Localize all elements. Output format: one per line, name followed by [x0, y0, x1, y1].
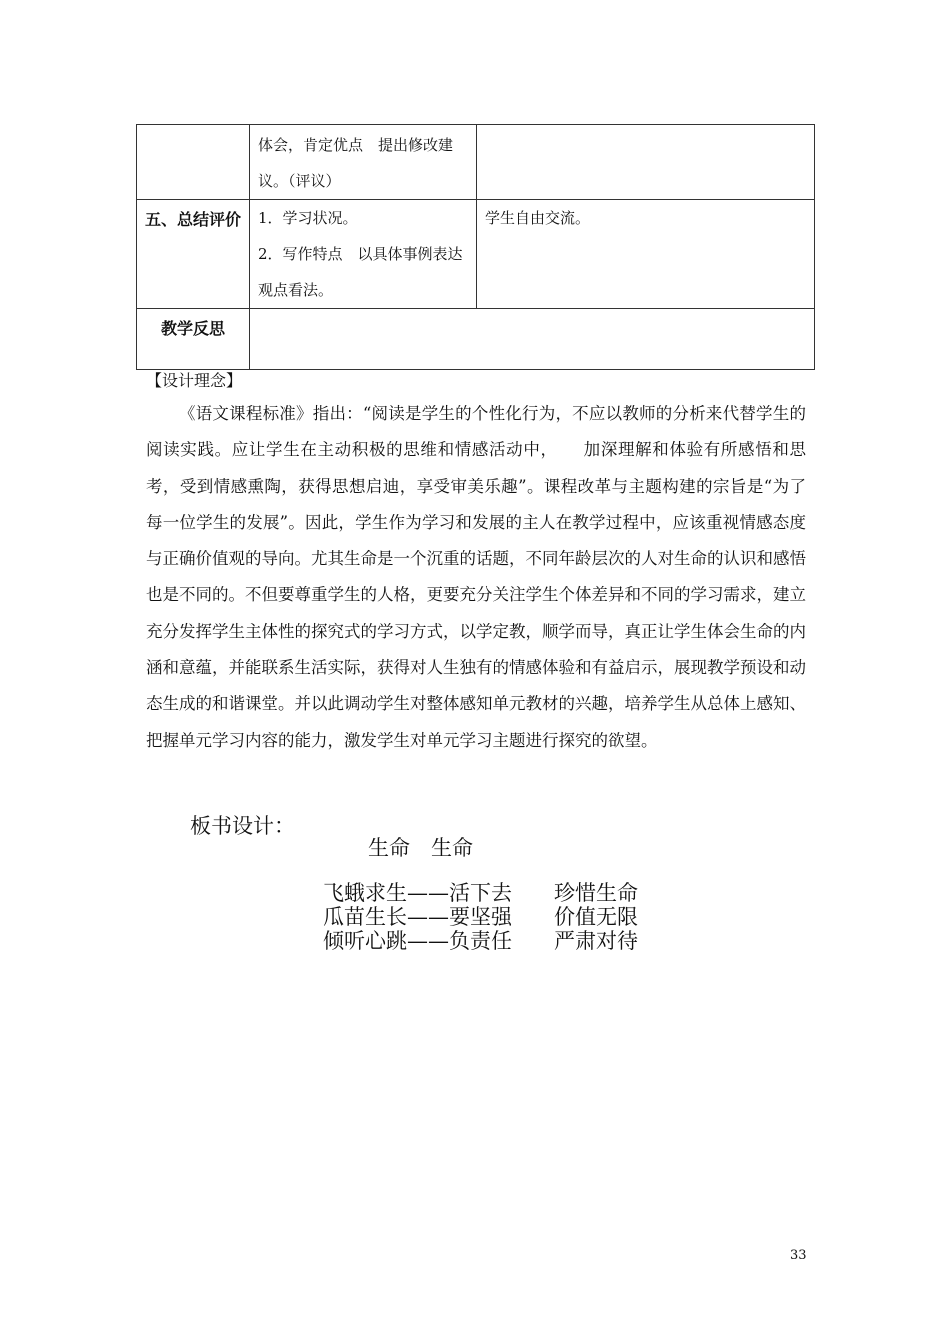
board-lines [323, 881, 638, 953]
lesson-plan-table [136, 124, 815, 370]
teacher-activity-cell [250, 125, 477, 200]
student-activity-text: 学生自由交流。 [485, 209, 591, 227]
teacher-activity-line: 2．写作特点 以具体事例表达观点看法。 [258, 245, 463, 299]
board-line: 飞蛾求生——活下去 珍惜生命 [323, 881, 638, 905]
student-activity-cell [477, 200, 815, 309]
table-row [137, 125, 815, 200]
stage-cell [137, 200, 250, 309]
teacher-activity-line: 1．学习状况。 [258, 209, 358, 227]
board-line: 瓜苗生长——要坚强 价值无限 [323, 905, 638, 929]
design-idea-heading: 【设计理念】 [146, 371, 243, 390]
table-row [137, 309, 815, 370]
student-activity-cell [477, 125, 815, 200]
stage-cell [137, 125, 250, 200]
board-title: 生命 生命 [368, 836, 473, 860]
design-idea-paragraph: 《语文课程标准》指出：“阅读是学生的个性化行为，不应以教师的分析来代替学生的阅读实践。应让学生在主动积极的思维和情感活动中， 加深理解和体验有所感悟和思考，受到情感熏陶，获得思想启迪，享受审美乐趣”。课程改革与主题构建的宗旨是“为了每一位学生的发展”。因此，学生作为学习和发展的主人在教学过程中，应该重视情感态度与正确价值观的导向。尤其生命是一个沉重的话题，不同年龄层次的人对生命的认识和感悟也是不同的。不但要尊重学生的人格，更要充分关注学生个体差异和不同的学习需求，建立充分发挥学生主体性的探究式的学习方式，以学定教，顺学而导，真正让学生体会生命的内涵和意蕴，并能联系生活实际，获得对人生独有的情感体验和有益启示，展现教学预设和动态生成的和谐课堂。并以此调动学生对整体感知单元教材的兴趣，培养学生从总体上感知、把握单元学习内容的能力，激发学生对单元学习主题进行探究的欲望。 [146, 404, 806, 750]
board-design-label: 板书设计： [190, 814, 295, 838]
board-line: 倾听心跳——负责任 严肃对待 [323, 929, 638, 953]
teacher-activity-cell [250, 200, 477, 309]
reflection-cell [250, 309, 815, 370]
page-number: 33 [790, 1248, 807, 1263]
table-row [137, 200, 815, 309]
stage-label: 五、总结评价 [144, 210, 241, 229]
stage-cell [137, 309, 250, 370]
teacher-activity-text: 体会，肯定优点 提出修改建议。（评议） [258, 136, 454, 190]
stage-label: 教学反思 [160, 319, 225, 338]
